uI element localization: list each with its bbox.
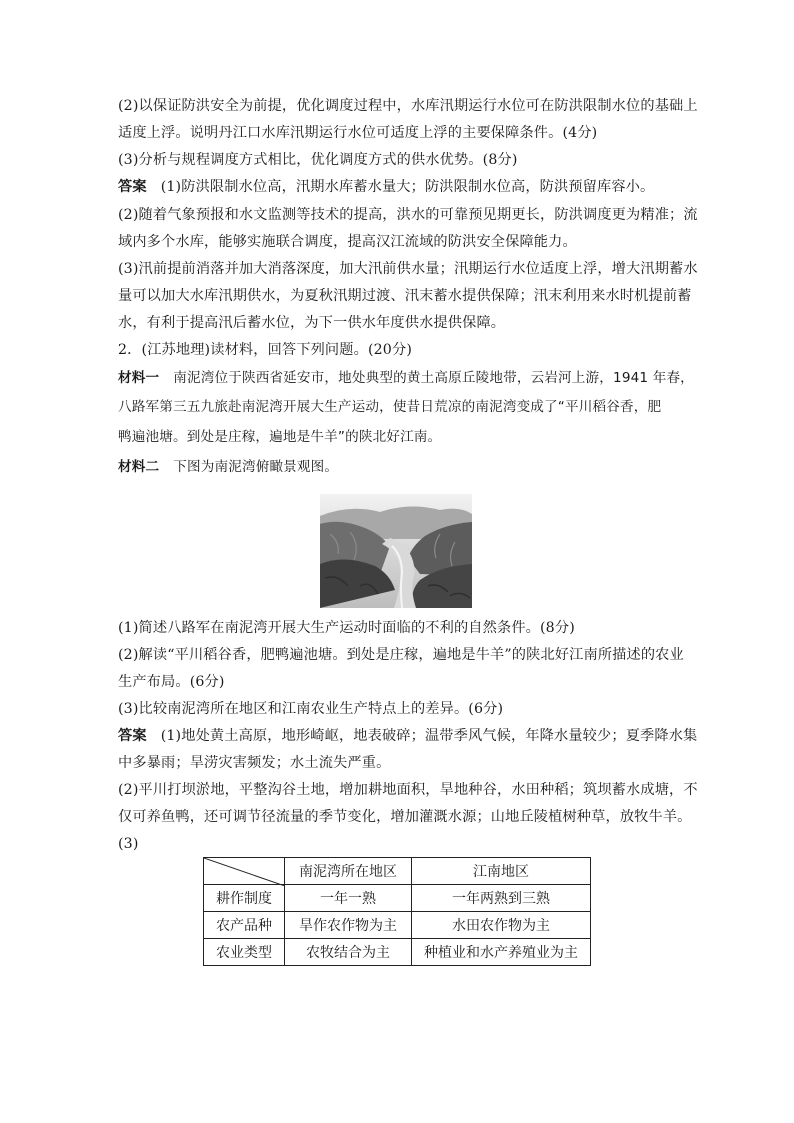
table-row — [204, 939, 591, 966]
material-2-label: 材料二 — [118, 459, 160, 475]
answer-2-line-2: 域内多个水库，能够实施联合调度，提高汉江流域的防洪安全保障能力。 — [118, 234, 577, 250]
subquestion-2-line-2: 生产布局。(6分) — [118, 674, 225, 690]
table-header-cell: 江南地区 — [412, 858, 591, 885]
answer-b2-line-1: (2)平川打坝淤地，平整沟谷土地，增加耕地面积，旱地种谷，水田种稻；筑坝蓄水成塘，不 — [118, 782, 698, 798]
table-cell: 一年两熟到三熟 — [412, 885, 591, 912]
table-cell: 农牧结合为主 — [285, 939, 412, 966]
table-cell: 一年一熟 — [285, 885, 412, 912]
table-row-label: 农业类型 — [204, 939, 285, 966]
table-corner-cell — [204, 858, 285, 885]
material-2-text: 下图为南泥湾俯瞰景观图。 — [173, 459, 339, 475]
table-row-label: 农产品种 — [204, 912, 285, 939]
material-1-line-3: 鸭遍池塘。到处是庄稼，遍地是牛羊”的陕北好江南。 — [118, 429, 442, 445]
table-row — [204, 912, 591, 939]
table-row — [204, 885, 591, 912]
subquestion-3: (3)比较南泥湾所在地区和江南农业生产特点上的差异。(6分) — [118, 701, 504, 717]
answer-3-line-1: (3)汛前提前消落并加大消落深度，加大汛前供水量；汛期运行水位适度上浮，增大汛期蓄水 — [118, 261, 698, 277]
answer-b2-line-2: 仅可养鱼鸭，还可调节径流量的季节变化，增加灌溉水源；山地丘陵植树种草，放牧牛羊。 — [118, 809, 692, 825]
material-1-line-1 — [118, 369, 694, 387]
answer-3-line-3: 水，有利于提高汛后蓄水位，为下一供水年度供水提供保障。 — [118, 315, 506, 331]
answer-2-line-1: (2)随着气象预报和水文监测等技术的提高，洪水的可靠预见期更长，防洪调度更为精准；流 — [118, 207, 698, 223]
table-row-label: 耕作制度 — [204, 885, 285, 912]
question-2-heading: 2．(江苏地理)读材料，回答下列问题。(20分) — [118, 342, 413, 358]
subquestion-1: (1)简述八路军在南泥湾开展大生产运动时面临的不利的自然条件。(8分) — [118, 620, 575, 636]
answer-label-2: 答案 — [118, 728, 147, 744]
table-header-row — [204, 858, 591, 885]
answer-label: 答案 — [118, 179, 147, 195]
material-2-line — [118, 458, 338, 476]
table-cell: 旱作农作物为主 — [285, 912, 412, 939]
nanniwan-aerial-photo — [320, 494, 472, 608]
table-cell: 水田农作物为主 — [412, 912, 591, 939]
material-1-label: 材料一 — [118, 370, 160, 386]
question-2-line-1: (2)以保证防洪安全为前提，优化调度过程中，水库汛期运行水位可在防洪限制水位的基础上 — [118, 98, 698, 114]
question-2-line-2: 适度上浮。说明丹江口水库汛期运行水位可适度上浮的主要保障条件。(4分) — [118, 125, 598, 141]
material-1-line-2: 八路军第三五九旅赴南泥湾开展大生产运动，使昔日荒凉的南泥湾变成了“平川稻谷香，肥 — [118, 399, 662, 415]
answer-3-line-2: 量可以加大水库汛期供水，为夏秋汛期过渡、汛末蓄水提供保障；汛末利用来水时机提前蓄 — [118, 288, 692, 304]
material-1-text: 南泥湾位于陕西省延安市，地处典型的黄土高原丘陵地带，云岩河上游，1941 年春， — [173, 370, 694, 386]
subquestion-2-line-1: (2)解读“平川稻谷香，肥鸭遍池塘。到处是庄稼，遍地是牛羊”的陕北好江南所描述的农业 — [118, 647, 684, 663]
question-3: (3)分析与规程调度方式相比，优化调度方式的供水优势。(8分) — [118, 152, 518, 168]
table-header-cell: 南泥湾所在地区 — [285, 858, 412, 885]
answer-b1-line-1 — [118, 727, 697, 745]
answer-b3-marker: (3) — [118, 836, 139, 852]
answer-b1-line-2: 中多暴雨；旱涝灾害频发；水土流失严重。 — [118, 755, 391, 771]
answer-b1-text: (1)地处黄土高原，地形崎岖，地表破碎；温带季风气候，年降水量较少；夏季降水集 — [160, 728, 698, 744]
table-cell: 种植业和水产养殖业为主 — [412, 939, 591, 966]
answer-1-line-1 — [118, 178, 654, 196]
comparison-table — [203, 857, 591, 966]
answer-text: (1)防洪限制水位高，汛期水库蓄水量大；防洪限制水位高，防洪预留库容小。 — [160, 179, 655, 195]
